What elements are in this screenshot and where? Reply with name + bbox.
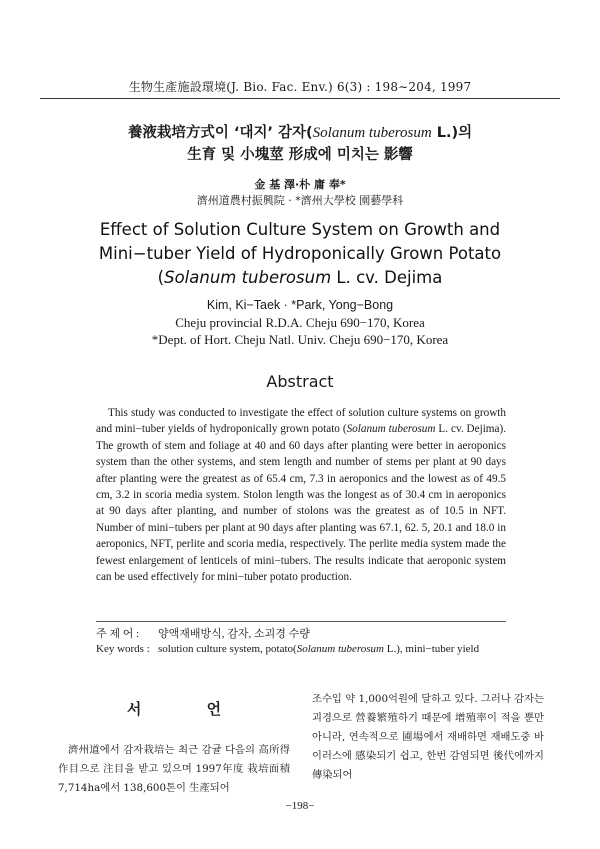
introduction-left-paragraph: 濟州道에서 감자栽培는 최근 감귤 다음의 高所得作目으로 注目을 받고 있으며 1997年度 栽培面積 7,714ha에서 138,600톤이 生產되어 <box>58 744 290 794</box>
korean-title-line-1-b: L.)의 <box>431 125 473 141</box>
right-column <box>312 690 544 785</box>
journal-header: 生物生產施設環境(J. Bio. Fac. Env.) 6(3) : 198∼204, 1997 <box>128 80 472 94</box>
left-column <box>58 690 290 798</box>
english-keywords-text-2: L.), mini−tuber yield <box>384 643 480 655</box>
english-keywords-row <box>96 642 506 657</box>
english-affiliation-2: *Dept. of Hort. Cheju Natl. Univ. Cheju 690−170, Korea <box>151 332 449 347</box>
korean-author-names: 金 基 澤·朴 庸 奉* <box>254 178 346 191</box>
page-number: −198− <box>285 800 315 812</box>
keywords-block <box>96 627 506 657</box>
english-authors <box>0 297 600 348</box>
abstract-species: Solanum tuberosum <box>346 423 436 436</box>
english-title-species: Solanum tuberosum <box>164 268 332 287</box>
korean-keywords-label: 주 제 어 : <box>96 628 140 640</box>
english-keywords-species: Solanum tuberosum <box>296 643 384 655</box>
english-title-line-1: Effect of Solution Culture System on Growth and <box>99 220 501 239</box>
korean-title <box>0 122 600 166</box>
english-title-paren: ( <box>157 268 165 287</box>
korean-title-line-2: 生育 및 小塊莖 形成에 미치는 影響 <box>187 147 413 163</box>
introduction-heading: 서 언 <box>126 700 252 718</box>
introduction-right-paragraph: 조수입 약 1,000억원에 달하고 있다. 그러나 감자는 괴경으로 營養繁殖하기 때문에 增殖率이 적을 뿐만 아니라, 연속적으로 圃場에서 재배하면 재배도중 바이러스에 感染되기 쉽고, 한번 감염되면 後代에까지 傳染되어 <box>312 693 544 781</box>
header-rule <box>40 98 560 99</box>
english-title-line-2: Mini−tuber Yield of Hydroponically Grown Potato <box>98 244 502 263</box>
english-keywords-value <box>158 642 506 657</box>
korean-title-line-1 <box>0 122 600 144</box>
abstract-text-2: L. cv. Dejima). The growth of stem and foliage at 40 and 60 days after planting were better in aeroponics system than the other systems, and stem length and number of stems per plant at 90 days after planting were the greatest as of 65.4 cm, 7.3 in aeroponics and the lowest as of 49.5 cm, 3.2 in scoria media system. Stolon length was the longest as of 30.4 cm in aeroponics at 90 days after planting, and number of stolons was the greatest as of 10.5 in NFT. Number of mini−tubers per plant at 90 days after planting was 67.1, 62. 5, 20.1 and 18.0 in aeroponics, NFT, perlite and scoria media, respectively. The perlite media system made the fewest enlargement of lenticels of mini−tubers. The results indicate that aeroponic system can be used effectively for mini−tuber potato production. <box>96 423 506 584</box>
korean-title-species: Solanum tuberosum <box>312 125 432 141</box>
korean-keywords-row <box>96 627 506 642</box>
korean-keywords-value: 양액재배방식, 감자, 소괴경 수량 <box>158 628 310 640</box>
korean-affiliations: 濟州道農村振興院 · *濟州大學校 園藝學科 <box>196 194 404 207</box>
abstract-heading: Abstract <box>266 372 334 391</box>
english-keywords-text-1: solution culture system, potato( <box>158 643 297 655</box>
english-title-line-3 <box>0 266 600 290</box>
english-author-names: Kim, Ki−Taek · *Park, Yong−Bong <box>206 298 394 312</box>
abstract-text-1: This study was conducted to investigate the effect of solution culture systems on growth and mini−tuber yields of hydroponically grown potato ( <box>96 407 506 436</box>
korean-authors <box>0 177 600 209</box>
english-title-cultivar: L. cv. Dejima <box>331 268 443 287</box>
abstract-body <box>96 405 506 585</box>
english-title <box>0 218 600 290</box>
korean-title-line-1-a: 養液栽培方式이 ‘대지’ 감자( <box>127 125 313 141</box>
english-keywords-label: Key words : <box>96 643 150 655</box>
english-affiliation-1: Cheju provincial R.D.A. Cheju 690−170, Korea <box>175 315 425 330</box>
keywords-rule <box>96 621 506 622</box>
